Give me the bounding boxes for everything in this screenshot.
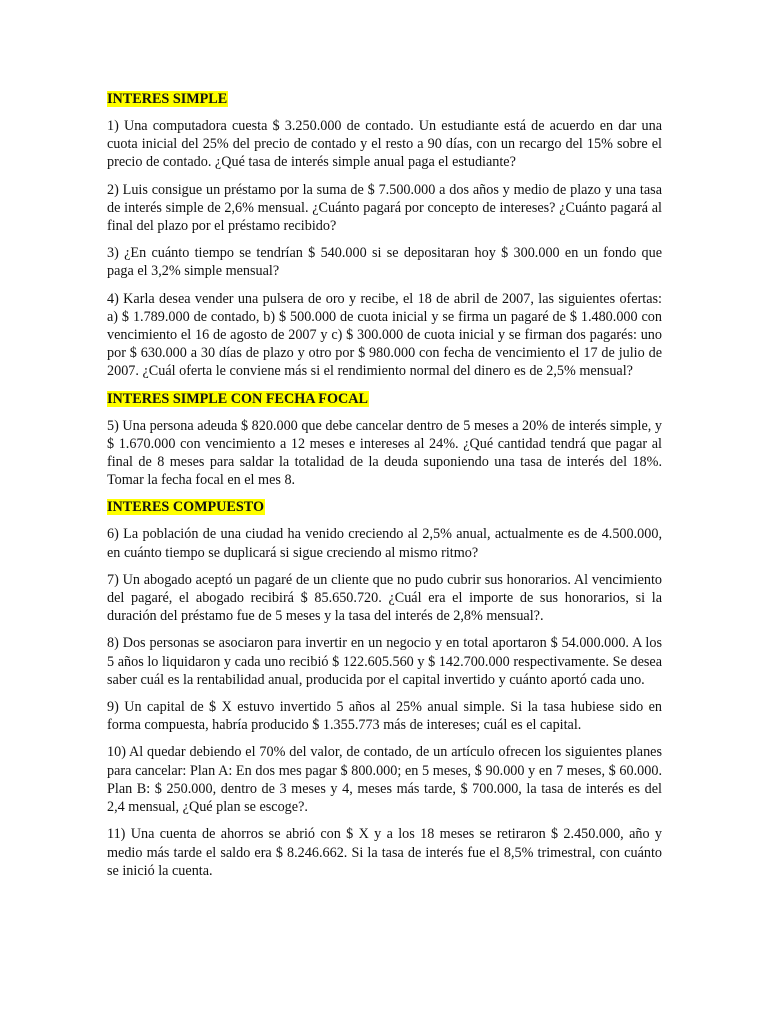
problem-6: 6) La población de una ciudad ha venido creciendo al 2,5% anual, actualmente es de 4.500.000, en cuánto tiempo se duplicará si sigue creciendo al mismo ritmo?	[107, 526, 662, 561]
highlighted-heading-text: INTERES SIMPLE CON FECHA FOCAL	[107, 390, 368, 407]
highlighted-heading-text: INTERES SIMPLE	[107, 91, 228, 107]
problem-1: 1) Una computadora cuesta $ 3.250.000 de contado. Un estudiante está de acuerdo en dar una cuota inicial del 25% del precio de contado y el resto a 90 días, con un recargo del 15% sobre el precio de contado. ¿Qué tasa de interés simple anual paga el estudiante?	[107, 118, 662, 171]
section-heading-interes-compuesto	[107, 498, 662, 516]
problem-9: 9) Un capital de $ X estuvo invertido 5 años al 25% anual simple. Si la tasa hubiese sido en forma compuesta, habría producido $ 1.355.773 más de intereses; cuál es el capital.	[107, 699, 662, 734]
problem-3: 3) ¿En cuánto tiempo se tendrían $ 540.000 si se depositaran hoy $ 300.000 en un fondo que paga el 3,2% simple mensual?	[107, 245, 662, 280]
highlighted-heading-text: INTERES COMPUESTO	[107, 499, 265, 516]
problem-8: 8) Dos personas se asociaron para invertir en un negocio y en total aportaron $ 54.000.000. A los 5 años lo liquidaron y cada uno recibió $ 122.605.560 y $ 142.700.000 respectivamente. Se desea saber cuál es la rentabilidad anual, producida por el capital invertido y cuánto aportó cada uno.	[107, 635, 662, 688]
problem-5: 5) Una persona adeuda $ 820.000 que debe cancelar dentro de 5 meses a 20% de interés simple, y $ 1.670.000 con vencimiento a 12 meses e intereses al 24%. ¿Qué cantidad tendrá que pagar al final de 8 meses para saldar la totalidad de la deuda suponiendo una tasa de interés del 18%. Tomar la fecha focal en el mes 8.	[107, 417, 662, 489]
problem-2: 2) Luis consigue un préstamo por la suma de $ 7.500.000 a dos años y medio de plazo y una tasa de interés simple de 2,6% mensual. ¿Cuánto pagará por concepto de intereses? ¿Cuánto pagará al final del plazo por el préstamo recibido?	[107, 181, 662, 235]
problem-10: 10) Al quedar debiendo el 70% del valor, de contado, de un artículo ofrecen los siguientes planes para cancelar: Plan A: En dos mes pagar $ 800.000; en 5 meses, $ 90.000 y en 7 meses, $ 60.000. Plan B: $ 250.000, dentro de 3 meses y 4, meses más tarde, $ 700.000, la tasa de interés es del 2,4 mensual, ¿Qué plan se escoge?.	[107, 744, 662, 816]
problem-4: 4) Karla desea vender una pulsera de oro y recibe, el 18 de abril de 2007, las siguientes ofertas: a) $ 1.789.000 de contado, b) $ 500.000 de cuota inicial y se firma un pagaré de $ 1.480.000 con vencimiento el 16 de agosto de 2007 y c) $ 300.000 de cuota inicial y se firman dos pagarés: uno por $ 630.000 a 30 días de plazo y otro por $ 980.000 con fecha de vencimiento el 17 de julio de 2007. ¿Cuál oferta le conviene más si el rendimiento normal del dinero es de 2,5% mensual?	[107, 290, 662, 380]
problem-7: 7) Un abogado aceptó un pagaré de un cliente que no pudo cubrir sus honorarios. Al vencimiento del pagaré, el abogado recibirá $ 85.650.720. ¿Cuál era el importe de sus honorarios, si la duración del préstamo fue de 5 meses y la tasa del interés de 2,8% mensual?.	[107, 571, 662, 625]
section-heading-interes-simple	[107, 90, 662, 108]
document-page	[107, 90, 662, 889]
section-heading-fecha-focal	[107, 390, 662, 408]
problem-11: 11) Una cuenta de ahorros se abrió con $ X y a los 18 meses se retiraron $ 2.450.000, año y medio más tarde el saldo era $ 8.246.662. Si la tasa de interés fue el 8,5% trimestral, con cuánto se inició la cuenta.	[107, 826, 662, 879]
